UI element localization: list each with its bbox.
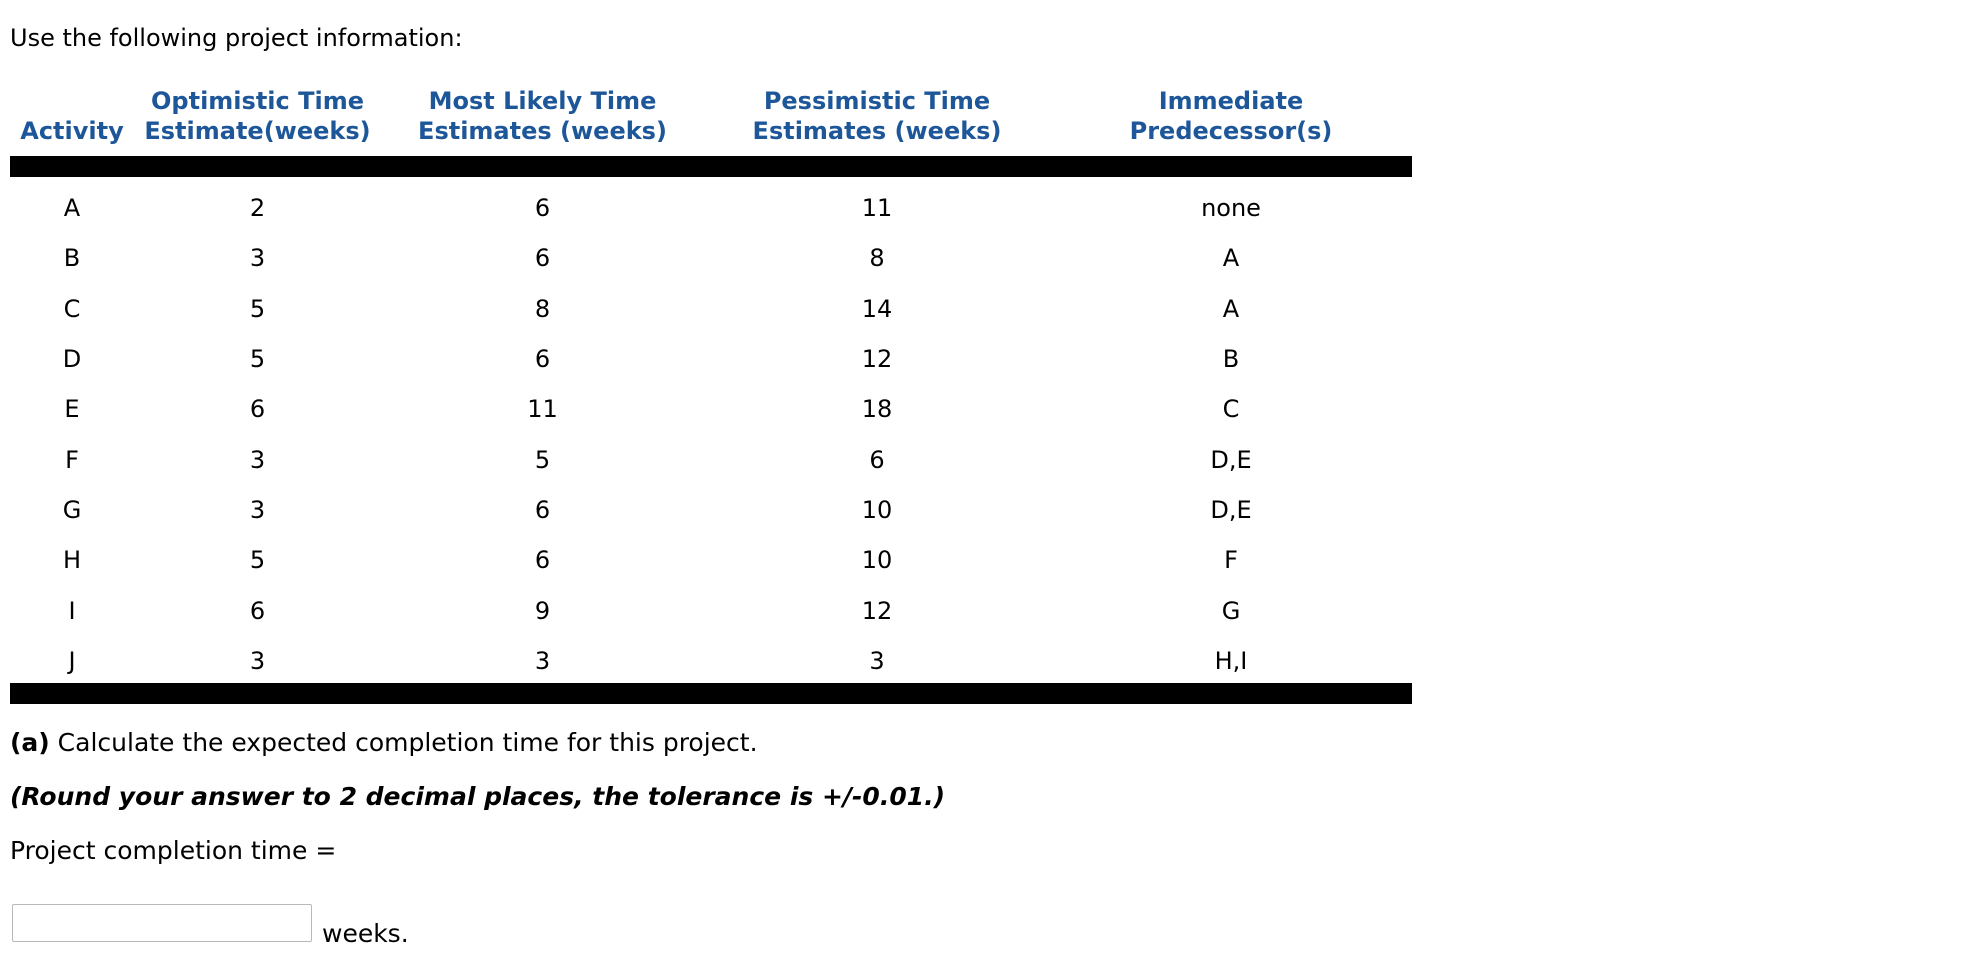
cell-most-likely: 6: [534, 546, 551, 575]
table-row: [10, 384, 1412, 434]
completion-time-input[interactable]: [12, 904, 312, 942]
header-pessimistic-line1: Pessimistic Time: [763, 87, 991, 115]
table-bottom-rule: [10, 683, 1412, 704]
cell-predecessors: B: [1222, 345, 1240, 374]
cell-most-likely: 3: [534, 646, 551, 675]
part-a-label: (a): [10, 728, 50, 757]
cell-optimistic: 2: [249, 194, 266, 223]
cell-activity: I: [68, 596, 76, 625]
cell-predecessors: D,E: [1210, 445, 1252, 474]
table-row: [10, 434, 1412, 484]
cell-pessimistic: 8: [869, 244, 885, 273]
cell-most-likely: 9: [534, 596, 551, 625]
header-predecessors: [1050, 80, 1412, 167]
cell-optimistic: 6: [249, 395, 266, 424]
cell-pessimistic: 14: [861, 294, 893, 323]
header-most-likely-line2: Estimates (weeks): [418, 117, 667, 145]
table-row: [10, 636, 1412, 686]
table-row: [10, 585, 1412, 635]
cell-predecessors: none: [1201, 194, 1261, 223]
part-a-text: Calculate the expected completion time for this project.: [49, 728, 758, 757]
cell-optimistic: 5: [249, 294, 266, 323]
cell-most-likely: 8: [534, 294, 551, 323]
header-predecessors-line2: Predecessor(s): [1129, 117, 1333, 145]
cell-activity: G: [62, 495, 82, 524]
header-activity-label: Activity: [20, 117, 124, 145]
cell-activity: H: [62, 546, 82, 575]
cell-optimistic: 6: [249, 596, 266, 625]
units-label: weeks.: [322, 919, 409, 948]
header-predecessors-line1: Immediate: [1158, 87, 1304, 115]
header-most-likely: [381, 80, 704, 167]
cell-most-likely: 11: [527, 395, 558, 424]
cell-pessimistic: 10: [861, 495, 893, 524]
completion-time-label: Project completion time =: [10, 836, 337, 865]
cell-activity: F: [65, 445, 79, 474]
cell-optimistic: 3: [249, 244, 266, 273]
cell-predecessors: F: [1224, 546, 1238, 575]
project-table: [10, 80, 1412, 686]
cell-predecessors: H,I: [1214, 646, 1248, 675]
cell-optimistic: 5: [249, 345, 266, 374]
cell-predecessors: D,E: [1210, 495, 1252, 524]
header-optimistic-line1: Optimistic Time: [151, 87, 364, 115]
intro-text: Use the following project information:: [10, 24, 463, 52]
cell-pessimistic: 18: [861, 395, 893, 424]
cell-activity: E: [64, 395, 80, 424]
cell-predecessors: A: [1222, 244, 1240, 273]
table-row: [10, 485, 1412, 535]
table-row: [10, 284, 1412, 334]
cell-pessimistic: 12: [861, 596, 893, 625]
cell-predecessors: G: [1221, 596, 1241, 625]
cell-activity: J: [68, 646, 76, 675]
cell-most-likely: 5: [534, 445, 551, 474]
cell-predecessors: C: [1222, 395, 1240, 424]
table-header-row: [10, 80, 1412, 167]
cell-most-likely: 6: [534, 244, 551, 273]
cell-pessimistic: 10: [861, 546, 893, 575]
header-pessimistic: [704, 80, 1050, 167]
table-row: [10, 167, 1412, 234]
cell-optimistic: 3: [249, 495, 266, 524]
header-optimistic: [134, 80, 381, 167]
cell-activity: D: [62, 345, 82, 374]
header-activity: [10, 80, 134, 167]
answer-row: [12, 904, 409, 948]
cell-predecessors: A: [1222, 294, 1240, 323]
header-optimistic-line2: Estimate(weeks): [144, 117, 371, 145]
rounding-note: (Round your answer to 2 decimal places, the tolerance is +/-0.01.): [10, 782, 946, 811]
cell-most-likely: 6: [534, 345, 551, 374]
cell-most-likely: 6: [534, 194, 551, 223]
cell-pessimistic: 12: [861, 345, 893, 374]
cell-optimistic: 5: [249, 546, 266, 575]
cell-optimistic: 3: [249, 646, 266, 675]
cell-activity: C: [63, 294, 81, 323]
question-part-a: [10, 727, 758, 759]
cell-optimistic: 3: [249, 445, 266, 474]
cell-pessimistic: 6: [869, 445, 885, 474]
header-most-likely-line1: Most Likely Time: [428, 87, 657, 115]
cell-pessimistic: 3: [869, 646, 885, 675]
table-row: [10, 334, 1412, 384]
table-row: [10, 535, 1412, 585]
table-row: [10, 233, 1412, 283]
cell-activity: A: [63, 194, 81, 223]
header-pessimistic-line2: Estimates (weeks): [752, 117, 1002, 145]
cell-most-likely: 6: [534, 495, 551, 524]
cell-activity: B: [63, 244, 81, 273]
cell-pessimistic: 11: [861, 194, 893, 223]
